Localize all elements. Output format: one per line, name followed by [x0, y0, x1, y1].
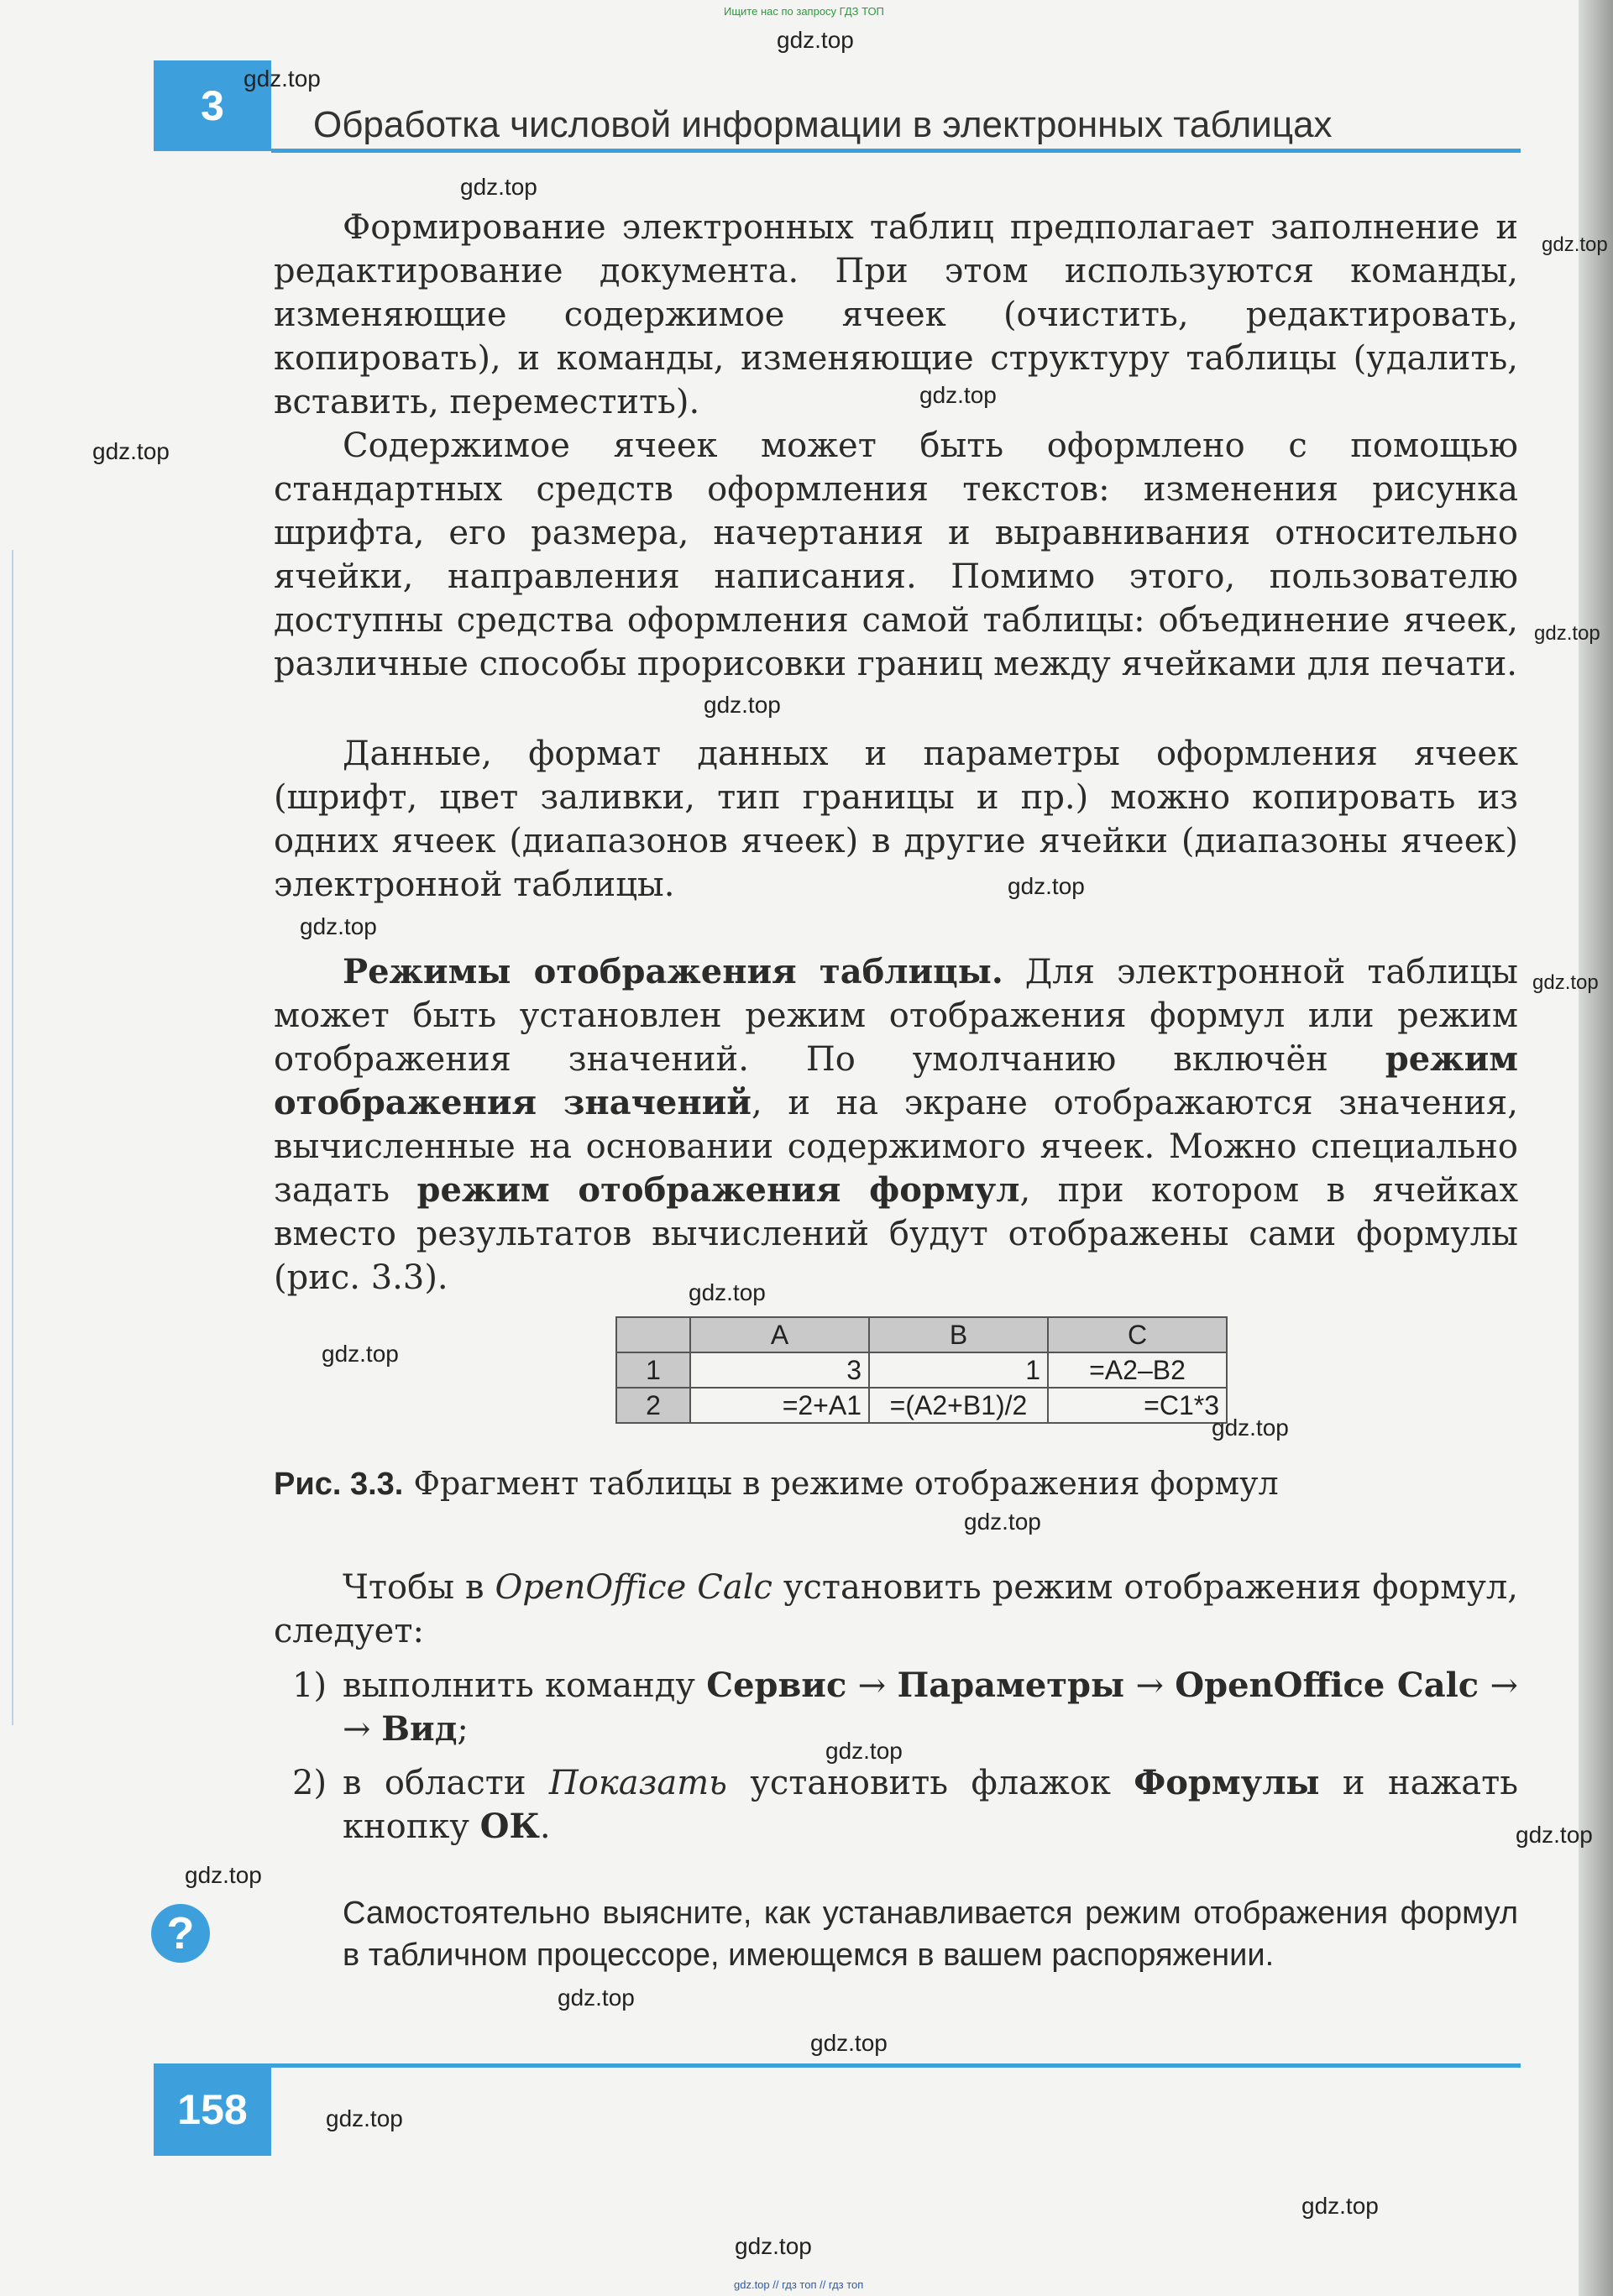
figure-caption: [274, 1465, 1279, 1503]
column-header: C: [1048, 1317, 1227, 1352]
footer-divider: [271, 2063, 1521, 2068]
question-icon: [151, 1904, 210, 1963]
question-glyph: ?: [166, 1908, 195, 1959]
column-header: B: [869, 1317, 1048, 1352]
ok-button-label: ОК: [479, 1807, 540, 1846]
display-modes-text-2: , и на экране отображаются значения, вычисленные на основании содержимого ячеек. Можно специально задать: [274, 1084, 1518, 1210]
watermark: gdz.top: [689, 1279, 766, 1305]
watermark: gdz.top: [704, 692, 781, 718]
table-cell: =(A2+B1)/2: [869, 1388, 1048, 1423]
list-marker: 1): [292, 1666, 327, 1705]
list-text: установить флажок: [726, 1764, 1134, 1802]
page-title: Обработка числовой информации в электронных таблицах: [313, 104, 1333, 145]
display-modes-text-1: Для электронной таблицы может быть установлен режим отображения формул или режим отображения значений. По умолчанию включён: [274, 953, 1518, 1079]
formulas-checkbox-label: Формулы: [1134, 1763, 1320, 1802]
formula-mode-table: [615, 1316, 1228, 1424]
column-header: A: [690, 1317, 869, 1352]
watermark: gdz.top: [1008, 873, 1085, 899]
watermark: gdz.top: [777, 27, 854, 53]
table-cell: 3: [690, 1352, 869, 1388]
table-header-row: [616, 1317, 1227, 1352]
arrow: → →: [343, 1666, 1518, 1749]
watermark: gdz.top: [300, 913, 377, 939]
display-modes-text-3: , при котором в ячейках вместо результатов вычислений будут отображены сами формулы (рис. 3.3).: [274, 1171, 1519, 1297]
watermark: gdz.top: [92, 438, 170, 464]
table-row: [616, 1352, 1227, 1388]
table-cell: =A2–B2: [1048, 1352, 1227, 1388]
instructions-text-1: Чтобы в: [343, 1568, 495, 1607]
watermark: gdz.top: [244, 65, 321, 92]
menu-parameters: Параметры: [897, 1666, 1125, 1705]
header-divider: [271, 149, 1521, 153]
question-text: Самостоятельно выясните, как устанавливается режим отображения формул в табличном процессоре, имеющемся в вашем распоряжении.: [343, 1896, 1518, 1973]
watermark: gdz.top: [810, 2030, 888, 2056]
figure-caption-number: Рис. 3.3.: [274, 1467, 404, 1502]
watermark: gdz.top: [1532, 971, 1599, 994]
list-end: ;: [457, 1710, 469, 1749]
watermark: gdz.top: [326, 2105, 403, 2131]
page-edge-shadow: [1579, 0, 1613, 2296]
display-modes-heading: Режимы отображения таблицы.: [343, 952, 1003, 991]
chapter-number: 3: [201, 82, 224, 129]
paragraph-1: Формирование электронных таблиц предполагает заполнение и редактирование документа. При этом используются команды, изменяющие содержимое ячеек (очистить, редактировать, копировать), и команды, изменяющие структуру таблицы (удалить, вставить, переместить).: [274, 208, 1518, 421]
paragraph-2: Содержимое ячеек может быть оформлено с помощью стандартных средств оформления текстов: изменения рисунка шрифта, его размера, начертания и выравнивания относительно ячейки, направления написания. Помимо этого, пользователю доступны средства оформления самой таблицы: объединение ячеек, различные способы прорисовки границ между ячейками для печати.: [274, 426, 1518, 683]
watermark: gdz.top: [322, 1341, 399, 1367]
watermark: gdz.top: [185, 1862, 262, 1888]
top-note: Ищите нас по запросу ГДЗ ТОП: [724, 5, 884, 18]
list-item-text: [292, 1664, 1518, 1751]
page-number: 158: [177, 2086, 248, 2133]
list-text: выполнить команду: [343, 1666, 707, 1705]
watermark: gdz.top: [558, 1985, 635, 2011]
watermark: gdz.top: [460, 174, 537, 200]
watermark: gdz.top: [1301, 2193, 1379, 2219]
watermark: gdz.top: [964, 1509, 1041, 1535]
values-mode-term: режим отображения значений: [274, 1039, 1518, 1122]
show-area: Показать: [548, 1764, 727, 1802]
menu-openoffice-calc: OpenOffice Calc: [1175, 1666, 1479, 1705]
figure-caption-text: Фрагмент таблицы в режиме отображения формул: [413, 1465, 1279, 1502]
app-name: OpenOffice Calc: [495, 1568, 772, 1607]
bottom-note: gdz.top // гдз топ // гдз топ: [734, 2278, 864, 2291]
arrow: →: [1124, 1666, 1176, 1705]
table-cell: 1: [869, 1352, 1048, 1388]
list-end: .: [539, 1807, 551, 1846]
row-header: 1: [616, 1352, 690, 1388]
table-cell: =C1*3: [1048, 1388, 1227, 1423]
row-header: 2: [616, 1388, 690, 1423]
list-marker: 2): [292, 1764, 327, 1802]
list-text: и нажать кнопку: [343, 1764, 1518, 1846]
menu-service: Сервис: [706, 1666, 847, 1705]
watermark: gdz.top: [1516, 1822, 1593, 1848]
formulas-mode-term: режим отображения формул: [416, 1170, 1020, 1210]
list-item: [292, 1664, 1518, 1751]
watermark: gdz.top: [1534, 622, 1600, 645]
watermark: gdz.top: [1542, 233, 1608, 256]
margin-line: [12, 550, 13, 1725]
list-text: в области: [343, 1764, 549, 1802]
paragraph-3: Данные, формат данных и параметры оформления ячеек (шрифт, цвет заливки, тип границы и пр.) можно копировать из одних ячеек (диапазонов ячеек) в другие ячейки (диапазоны ячеек) электронной таблицы.: [274, 735, 1518, 904]
menu-view: Вид: [381, 1709, 458, 1749]
arrow: →: [846, 1666, 898, 1705]
watermark: gdz.top: [919, 382, 997, 408]
paragraph-instructions: [274, 1566, 1518, 1653]
table-corner-cell: [616, 1317, 690, 1352]
table-cell: =2+A1: [690, 1388, 869, 1423]
page-number-badge: [154, 2063, 271, 2156]
table-row: [616, 1388, 1227, 1423]
list-item-text: [292, 1761, 1518, 1849]
watermark: gdz.top: [735, 2233, 812, 2259]
watermark: gdz.top: [825, 1738, 903, 1764]
paragraph-display-modes: [274, 950, 1518, 1300]
instructions-text-2: установить режим отображения формул, следует:: [274, 1568, 1519, 1650]
list-item: [292, 1761, 1518, 1849]
watermark: gdz.top: [1212, 1415, 1289, 1441]
